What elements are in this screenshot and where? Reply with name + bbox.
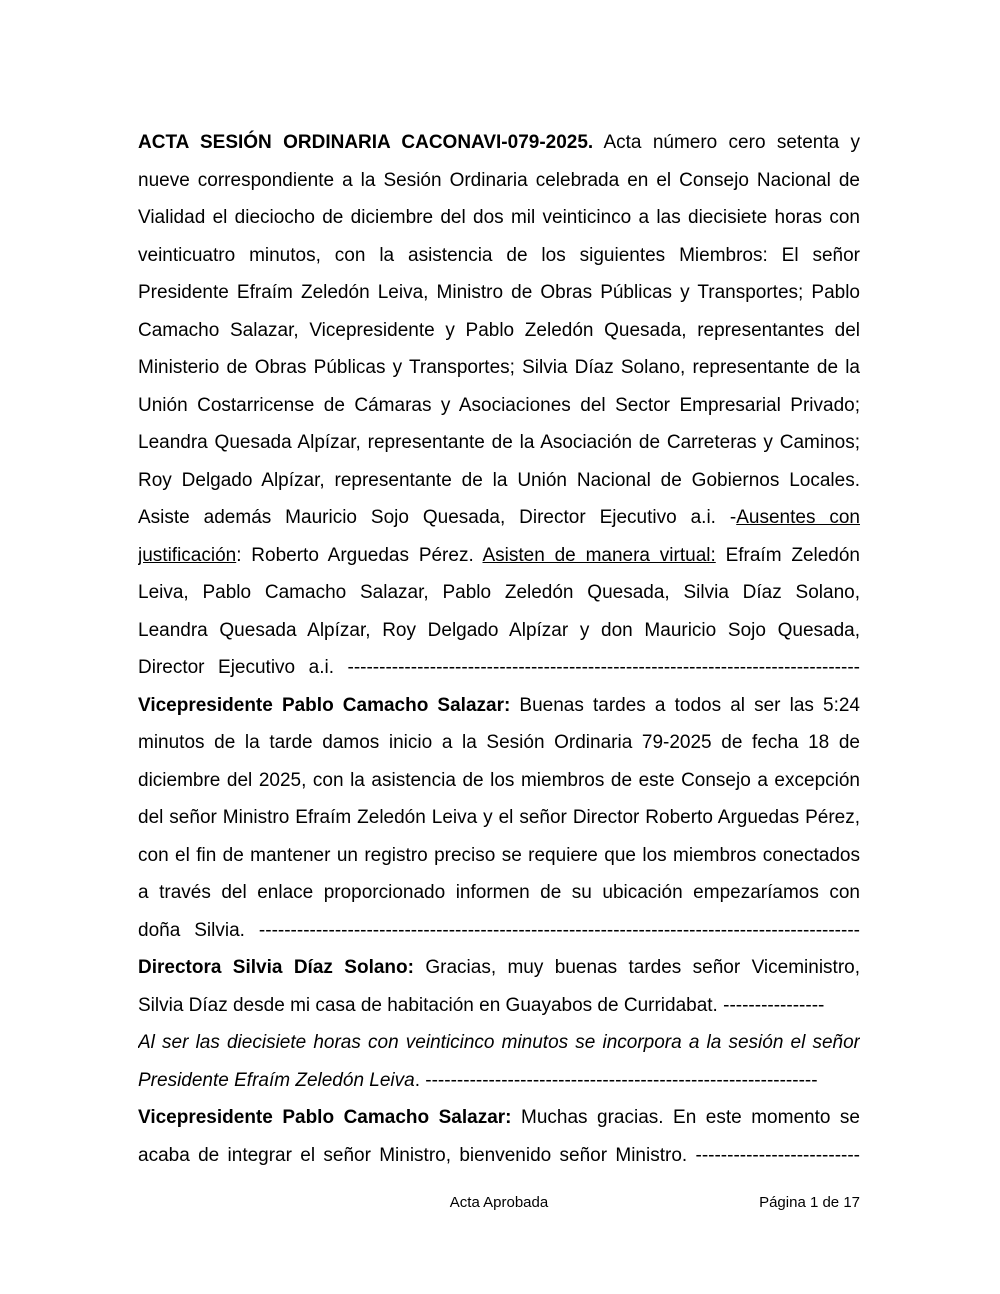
text-line [138,312,860,350]
italic-note: Al ser las diecisiete horas con veinticinco minutos se incorpora a la sesión el señor [138,1032,860,1053]
text-line [138,237,860,275]
text-run: a través del enlace proporcionado informen de su ubicación empezaríamos con [138,882,860,903]
text-run: con el fin de mantener un registro preciso se requiere que los miembros conectados [138,844,860,866]
text-line [138,499,860,537]
text-line [138,949,860,987]
page-footer [138,1194,860,1216]
text-run: acaba de integrar el señor Ministro, bienvenido señor Ministro. -------------------------- [138,1144,860,1166]
text-run: Asiste además Mauricio Sojo Quesada, Director Ejecutivo a.i. - [138,507,737,528]
text-line [138,687,860,725]
text-line [138,837,860,875]
text-line [138,724,860,762]
text-run: Roy Delgado Alpízar, representante de la Unión Nacional de Gobiernos Locales. [138,469,860,491]
underlined-text: justificación [138,544,237,566]
text-line [138,387,860,425]
text-run: Gracias, muy buenas tardes señor Viceministro, [413,957,860,978]
text-line [138,424,860,462]
text-run: Leiva, Pablo Camacho Salazar, Pablo Zeledón Quesada, Silvia Díaz Solano, [138,582,860,603]
text-line [138,912,860,950]
text-line [138,124,860,162]
text-line [138,987,860,1025]
text-run: : Roberto Arguedas Pérez. [236,544,483,566]
footer-status: Acta Aprobada [449,1194,549,1211]
speaker-label: Directora Silvia Díaz Solano: [138,957,414,978]
underlined-text: Asisten de manera virtual: [482,544,716,566]
text-line [138,274,860,312]
speaker-label: ACTA SESIÓN ORDINARIA CACONAVI-079-2025. [138,132,594,153]
text-line [138,612,860,650]
text-run: Director Ejecutivo a.i. --------------------------------------------------------------------------------- [138,657,860,678]
speaker-label: Vicepresidente Pablo Camacho Salazar: [138,694,511,716]
text-line [138,462,860,500]
speaker-label: Vicepresidente Pablo Camacho Salazar: [138,1107,512,1128]
text-run: Unión Costarricense de Cámaras y Asociaciones del Sector Empresarial Privado; [138,394,860,416]
text-line [138,762,860,800]
text-line [138,874,860,912]
text-run: Muchas gracias. En este momento se [511,1107,860,1128]
text-run: . -------------------------------------------------------------- [414,1069,818,1091]
text-line [138,574,860,612]
text-run: Leandra Quesada Alpízar, representante de la Asociación de Carreteras y Caminos; [138,432,860,453]
text-line [138,1024,860,1062]
text-run: Ministerio de Obras Públicas y Transportes; Silvia Díaz Solano, representante de la [138,357,860,378]
text-run: Vialidad el dieciocho de diciembre del dos mil veinticinco a las diecisiete horas con [138,207,860,228]
document-body [138,124,860,1174]
text-run: Presidente Efraím Zeledón Leiva, Ministro de Obras Públicas y Transportes; Pablo [138,282,860,303]
text-line [138,1099,860,1137]
text-line [138,162,860,200]
text-run: Leandra Quesada Alpízar, Roy Delgado Alpízar y don Mauricio Sojo Quesada, [138,619,860,641]
text-line [138,349,860,387]
text-line [138,199,860,237]
text-run: minutos de la tarde damos inicio a la Sesión Ordinaria 79-2025 de fecha 18 de [138,732,860,753]
text-line [138,799,860,837]
text-run: doña Silvia. ----------------------------------------------------------------------------------------------- [138,919,860,941]
page-number: Página 1 de 17 [759,1194,860,1211]
italic-note: Presidente Efraím Zeledón Leiva [138,1069,415,1091]
text-line [138,1137,860,1175]
text-run: veinticuatro minutos, con la asistencia de los siguientes Miembros: El señor [138,244,860,266]
text-run: nueve correspondiente a la Sesión Ordinaria celebrada en el Consejo Nacional de [138,169,860,191]
text-line [138,649,860,687]
text-run: Acta número cero setenta y [593,132,860,153]
text-run: Camacho Salazar, Vicepresidente y Pablo Zeledón Quesada, representantes del [138,319,860,341]
underlined-text: Ausentes con [736,507,860,528]
text-run: diciembre del 2025, con la asistencia de los miembros de este Consejo a excepción [138,769,860,791]
text-run: del señor Ministro Efraím Zeledón Leiva y el señor Director Roberto Arguedas Pérez, [138,807,860,828]
text-line [138,537,860,575]
text-line [138,1062,860,1100]
text-run: Silvia Díaz desde mi casa de habitación en Guayabos de Curridabat. ---------------- [138,994,825,1016]
text-run: Efraím Zeledón [715,544,860,566]
text-run: Buenas tardes a todos al ser las 5:24 [510,694,860,716]
